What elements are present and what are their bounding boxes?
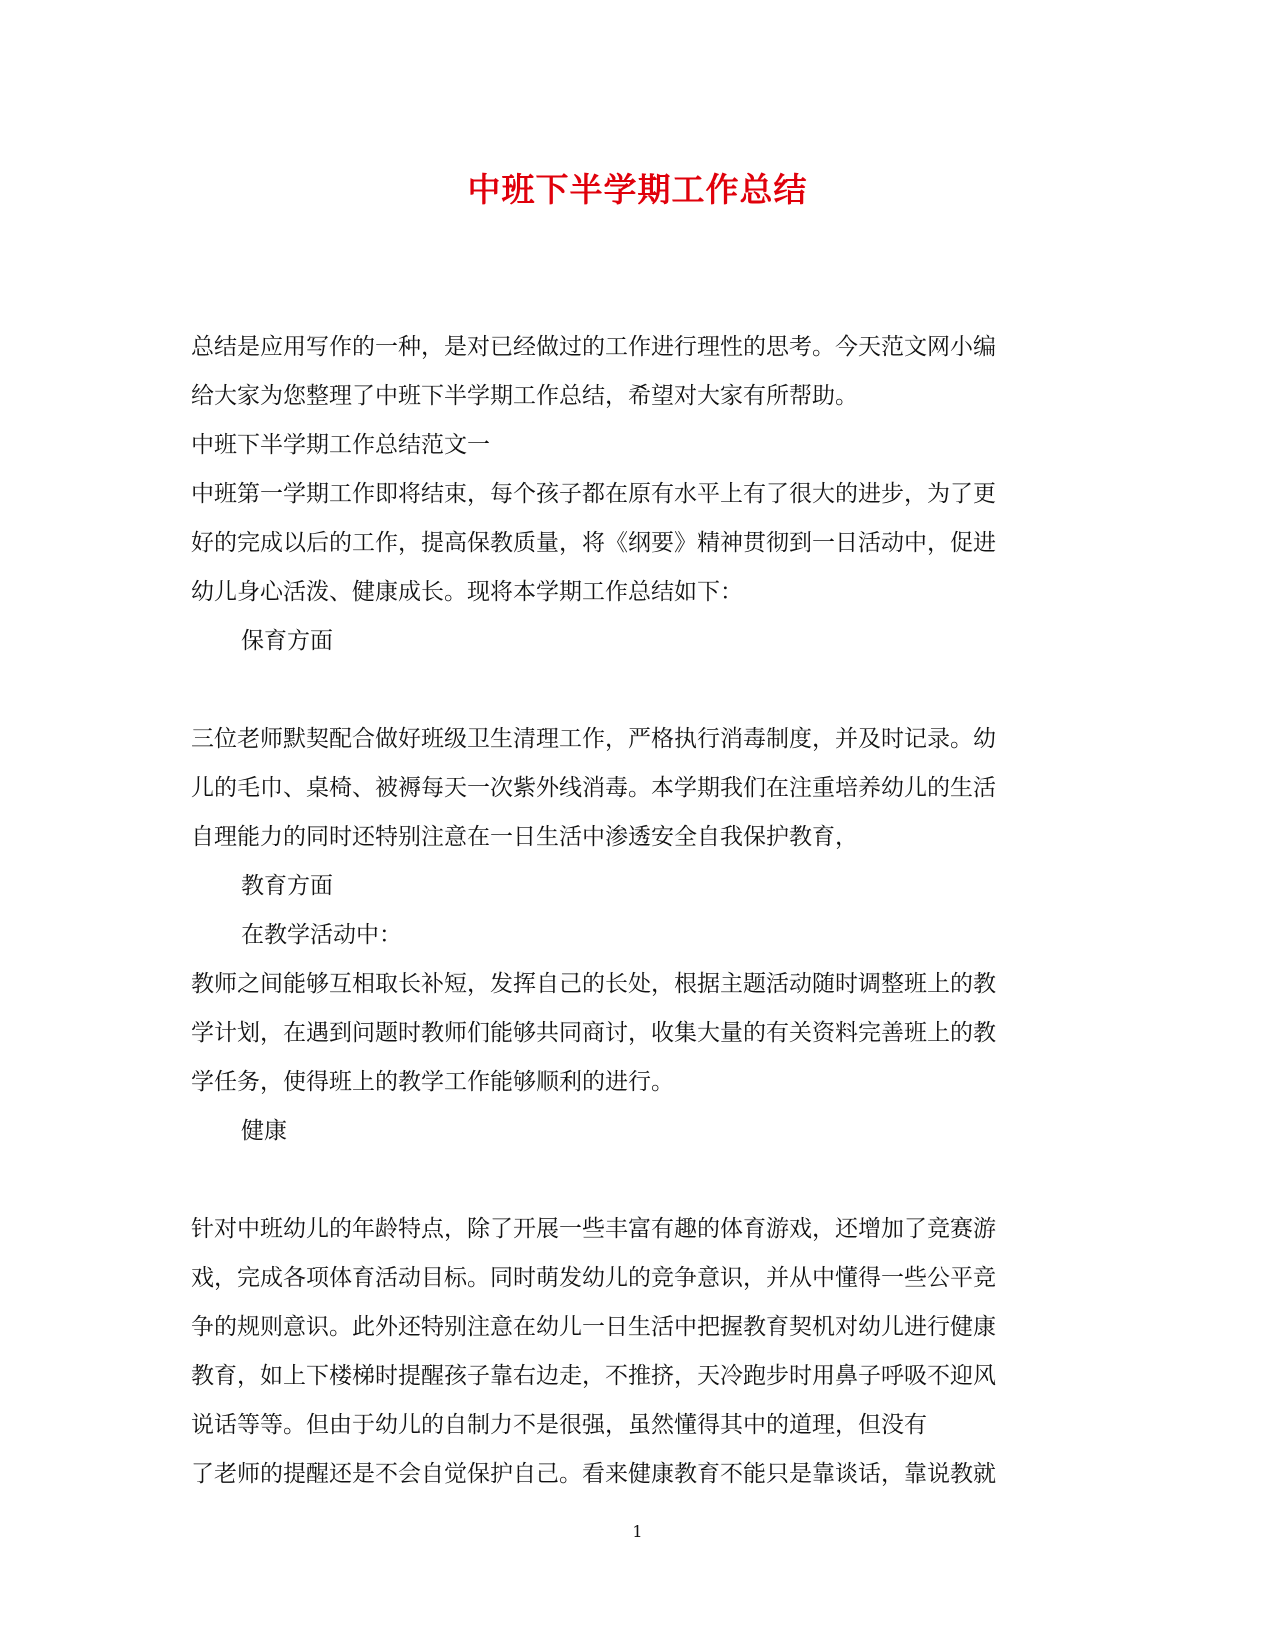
body-line: 争的规则意识。此外还特别注意在幼儿一日生活中把握教育契机对幼儿进行健康 — [191, 1314, 996, 1340]
body-line: 好的完成以后的工作，提高保教质量，将《纲要》精神贯彻到一日活动中，促进 — [191, 530, 996, 556]
body-line: 三位老师默契配合做好班级卫生清理工作，严格执行消毒制度，并及时记录。幼 — [191, 726, 996, 752]
body-line: 总结是应用写作的一种，是对已经做过的工作进行理性的思考。今天范文网小编 — [191, 334, 996, 360]
body-line: 戏，完成各项体育活动目标。同时萌发幼儿的竞争意识，并从中懂得一些公平竞 — [191, 1265, 996, 1291]
body-line: 了老师的提醒还是不会自觉保护自己。看来健康教育不能只是靠谈话，靠说教就 — [191, 1461, 996, 1487]
section-heading: 健康 — [241, 1118, 287, 1144]
body-line: 教育，如上下楼梯时提醒孩子靠右边走，不推挤，天冷跑步时用鼻子呼吸不迎风 — [191, 1363, 996, 1389]
body-line: 学计划，在遇到问题时教师们能够共同商讨，收集大量的有关资料完善班上的教 — [191, 1020, 996, 1046]
body-line: 中班下半学期工作总结范文一 — [191, 432, 490, 458]
body-line: 学任务，使得班上的教学工作能够顺利的进行。 — [191, 1069, 674, 1095]
body-line: 针对中班幼儿的年龄特点，除了开展一些丰富有趣的体育游戏，还增加了竞赛游 — [191, 1216, 996, 1242]
body-line: 说话等等。但由于幼儿的自制力不是很强，虽然懂得其中的道理，但没有 — [191, 1412, 927, 1438]
page-number: 1 — [632, 1522, 643, 1541]
body-line: 幼儿身心活泼、健康成长。现将本学期工作总结如下： — [191, 579, 743, 605]
spacer — [191, 666, 1071, 715]
section-heading: 教育方面 — [241, 873, 333, 899]
body-line: 自理能力的同时还特别注意在一日生活中渗透安全自我保护教育， — [191, 824, 858, 850]
body-line: 儿的毛巾、桌椅、被褥每天一次紫外线消毒。本学期我们在注重培养幼儿的生活 — [191, 775, 996, 801]
section-heading: 保育方面 — [241, 628, 333, 654]
document-title: 中班下半学期工作总结 — [467, 170, 808, 209]
body-line: 给大家为您整理了中班下半学期工作总结，希望对大家有所帮助。 — [191, 383, 858, 409]
body-line: 中班第一学期工作即将结束，每个孩子都在原有水平上有了很大的进步，为了更 — [191, 481, 996, 507]
spacer — [191, 1156, 1071, 1205]
subsection-heading: 在教学活动中： — [241, 922, 402, 948]
body-line: 教师之间能够互相取长补短，发挥自己的长处，根据主题活动随时调整班上的教 — [191, 971, 996, 997]
document-body — [191, 323, 1071, 1499]
